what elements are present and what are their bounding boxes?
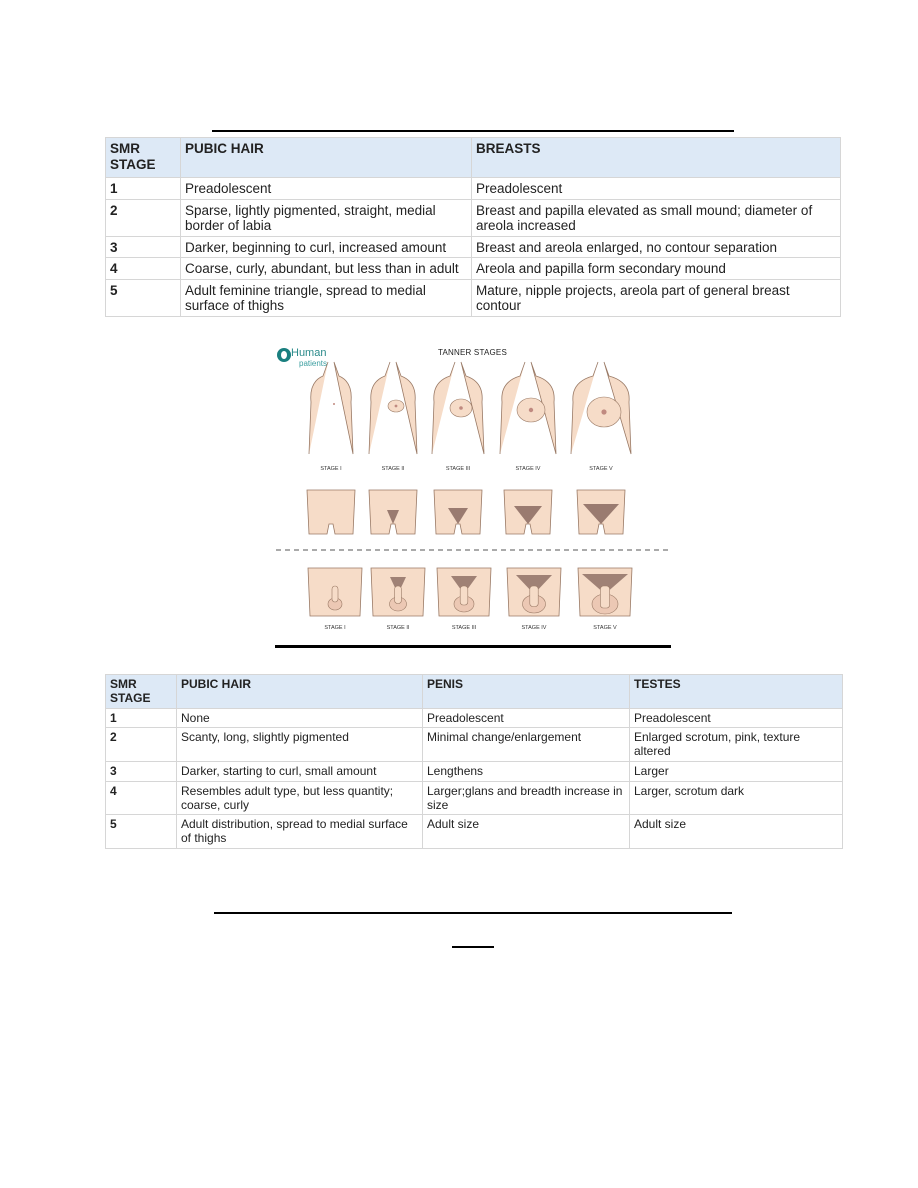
male-pelvis-stage-3 bbox=[437, 568, 491, 616]
stage-cell: 5 bbox=[106, 279, 181, 316]
female-pelvis-stage-5 bbox=[577, 490, 625, 534]
pubic-hair-cell: Adult distribution, spread to medial surface of thighs bbox=[177, 815, 423, 849]
pubic-hair-cell: Resembles adult type, but less quantity; coarse, curly bbox=[177, 781, 423, 815]
penis-shape bbox=[530, 586, 538, 607]
stage-cell: 3 bbox=[106, 761, 177, 781]
table-header-row bbox=[106, 138, 841, 178]
female-torso-stage-4 bbox=[500, 362, 556, 454]
breasts-cell: Breast and papilla elevated as small mound; diameter of areola increased bbox=[472, 199, 841, 236]
stage-cell: 3 bbox=[106, 236, 181, 258]
nipple-mark bbox=[333, 403, 335, 405]
male-pelvis-stage-4 bbox=[507, 568, 561, 616]
male-pelvis-stage-2 bbox=[371, 568, 425, 616]
pubic-hair-cell: Coarse, curly, abundant, but less than in adult bbox=[181, 258, 472, 280]
stage-cell: 4 bbox=[106, 258, 181, 280]
male-stage-label: STAGE V bbox=[593, 625, 617, 631]
header-smr-stage: SMR STAGE bbox=[106, 675, 177, 709]
header-breasts: BREASTS bbox=[472, 138, 841, 178]
pubic-hair-cell: None bbox=[177, 708, 423, 728]
torso-outline bbox=[309, 362, 353, 454]
table-row bbox=[106, 815, 843, 849]
stage-cell: 1 bbox=[106, 708, 177, 728]
stage-cell: 2 bbox=[106, 728, 177, 762]
table-row bbox=[106, 279, 841, 316]
bottom-rule bbox=[214, 912, 732, 914]
male-pubic-row bbox=[308, 568, 632, 616]
table-row bbox=[106, 258, 841, 280]
penis-cell: Preadolescent bbox=[423, 708, 630, 728]
breasts-cell: Areola and papilla form secondary mound bbox=[472, 258, 841, 280]
stage-cell: 5 bbox=[106, 815, 177, 849]
male-smr-table bbox=[105, 674, 843, 849]
bottom-short-rule bbox=[452, 946, 494, 948]
header-testes: TESTES bbox=[630, 675, 843, 709]
testes-cell: Enlarged scrotum, pink, texture altered bbox=[630, 728, 843, 762]
stage-cell: 2 bbox=[106, 199, 181, 236]
top-rule bbox=[212, 130, 734, 132]
female-torso-stage-1 bbox=[309, 362, 353, 454]
pelvis-outline bbox=[307, 490, 355, 534]
pubic-hair-cell: Adult feminine triangle, spread to medial surface of thighs bbox=[181, 279, 472, 316]
table-header-row bbox=[106, 675, 843, 709]
female-torso-stage-2 bbox=[369, 362, 417, 454]
male-pelvis-stage-5 bbox=[578, 568, 632, 616]
table-row bbox=[106, 728, 843, 762]
male-stage-label: STAGE III bbox=[451, 625, 477, 631]
female-stage-label: STAGE IV bbox=[515, 466, 541, 472]
tanner-illustration bbox=[272, 342, 672, 652]
penis-cell: Lengthens bbox=[423, 761, 630, 781]
nipple-mark bbox=[459, 406, 463, 410]
pubic-hair-cell: Sparse, lightly pigmented, straight, medial border of labia bbox=[181, 199, 472, 236]
header-smr-stage: SMR STAGE bbox=[106, 138, 181, 178]
male-stage-label: STAGE I bbox=[324, 625, 346, 631]
table-row bbox=[106, 199, 841, 236]
female-pelvis-stage-2 bbox=[369, 490, 417, 534]
male-pelvis-stage-1 bbox=[308, 568, 362, 616]
pubic-hair-cell: Darker, beginning to curl, increased amount bbox=[181, 236, 472, 258]
header-penis: PENIS bbox=[423, 675, 630, 709]
breasts-cell: Mature, nipple projects, areola part of general breast contour bbox=[472, 279, 841, 316]
figure-title: TANNER STAGES bbox=[438, 348, 507, 357]
table-row bbox=[106, 781, 843, 815]
penis-cell: Adult size bbox=[423, 815, 630, 849]
penis-shape bbox=[395, 586, 402, 604]
penis-cell: Larger;glans and breadth increase in size bbox=[423, 781, 630, 815]
penis-shape bbox=[600, 586, 609, 608]
nipple-mark bbox=[529, 408, 533, 412]
table-row bbox=[106, 236, 841, 258]
stage-cell: 4 bbox=[106, 781, 177, 815]
pubic-hair-cell: Preadolescent bbox=[181, 178, 472, 200]
female-stage-label: STAGE V bbox=[589, 466, 613, 472]
female-stage-label: STAGE III bbox=[445, 466, 471, 472]
nipple-mark bbox=[395, 405, 398, 408]
tanner-stages-figure bbox=[272, 342, 672, 652]
female-stage-label: STAGE I bbox=[320, 466, 342, 472]
female-torso-stage-3 bbox=[432, 362, 484, 454]
testes-cell: Larger bbox=[630, 761, 843, 781]
breasts-cell: Preadolescent bbox=[472, 178, 841, 200]
female-torso-stage-5 bbox=[571, 362, 631, 454]
pubic-hair-cell: Darker, starting to curl, small amount bbox=[177, 761, 423, 781]
penis-cell: Minimal change/enlargement bbox=[423, 728, 630, 762]
figure-bottom-rule bbox=[275, 645, 671, 648]
female-stage-label: STAGE II bbox=[381, 466, 405, 472]
male-stage-label: STAGE II bbox=[386, 625, 410, 631]
header-pubic-hair: PUBIC HAIR bbox=[181, 138, 472, 178]
testes-cell: Adult size bbox=[630, 815, 843, 849]
penis-shape bbox=[332, 586, 338, 602]
table-row bbox=[106, 761, 843, 781]
female-smr-table bbox=[105, 137, 841, 317]
breasts-cell: Breast and areola enlarged, no contour separation bbox=[472, 236, 841, 258]
penis-shape bbox=[460, 586, 468, 605]
testes-cell: Larger, scrotum dark bbox=[630, 781, 843, 815]
stage-cell: 1 bbox=[106, 178, 181, 200]
male-stage-label: STAGE IV bbox=[521, 625, 547, 631]
table-row bbox=[106, 178, 841, 200]
testes-cell: Preadolescent bbox=[630, 708, 843, 728]
female-torso-row bbox=[309, 362, 631, 454]
logo-subtitle: patients bbox=[299, 359, 328, 368]
female-pelvis-stage-4 bbox=[504, 490, 552, 534]
logo-name: Human bbox=[291, 347, 327, 359]
header-pubic-hair: PUBIC HAIR bbox=[177, 675, 423, 709]
table-row bbox=[106, 708, 843, 728]
female-pubic-row bbox=[307, 490, 625, 534]
pubic-hair-cell: Scanty, long, slightly pigmented bbox=[177, 728, 423, 762]
nipple-mark bbox=[601, 409, 606, 414]
female-pelvis-stage-1 bbox=[307, 490, 355, 534]
female-pelvis-stage-3 bbox=[434, 490, 482, 534]
